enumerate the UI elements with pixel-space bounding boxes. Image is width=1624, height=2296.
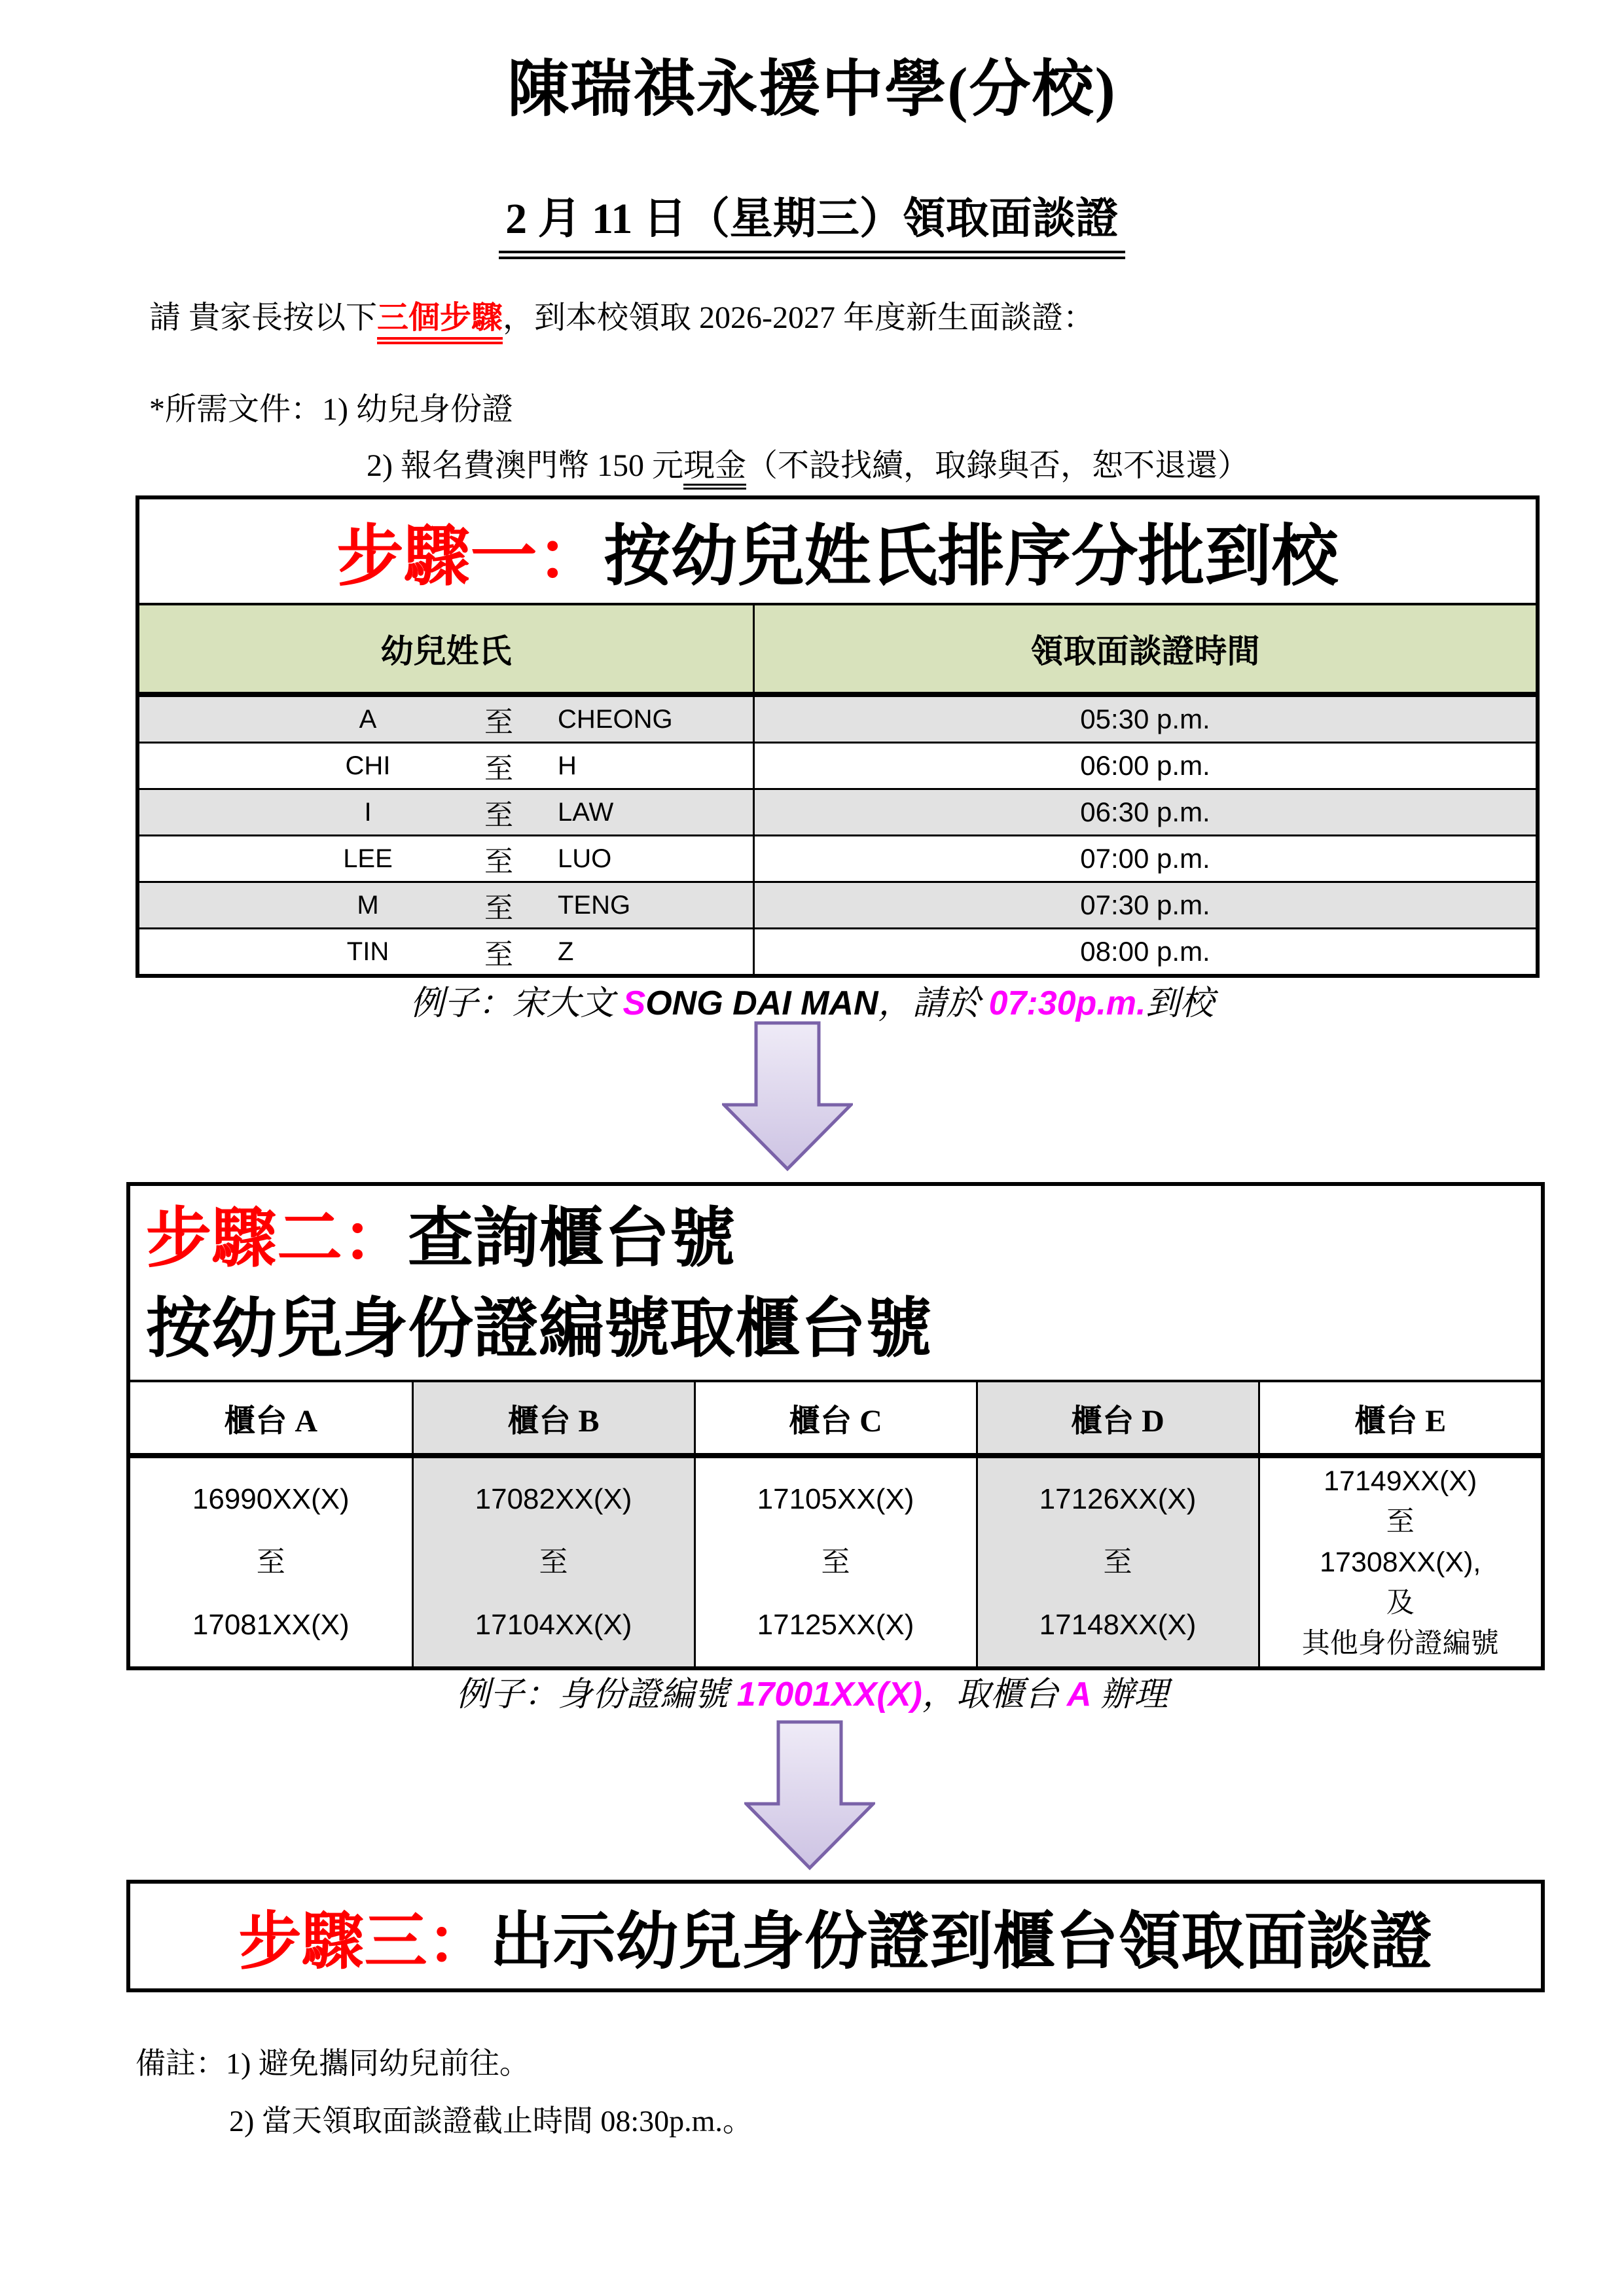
range-from: A <box>359 704 377 734</box>
counter-b-header: 櫃台 B <box>412 1382 695 1456</box>
id-range-line: 17104XX(X) <box>475 1609 632 1641</box>
step1-heading <box>139 499 1536 605</box>
pickup-time: 07:30 p.m. <box>754 882 1536 929</box>
range-separator: 至 <box>484 846 513 878</box>
table-row <box>139 789 1536 836</box>
id-range-line: 17082XX(X) <box>475 1483 632 1515</box>
range-from: TIN <box>346 937 389 966</box>
three-steps-highlight: 三個步驟 <box>377 300 503 344</box>
range-to: TENG <box>558 890 631 920</box>
id-range-line: 17105XX(X) <box>757 1483 914 1515</box>
down-arrow-icon <box>744 1720 875 1871</box>
id-range-line: 17149XX(X) <box>1324 1465 1477 1497</box>
example1-pre: 例子：宋大文 <box>410 985 623 1022</box>
step2-heading-line1 <box>146 1194 1541 1284</box>
example1-name-rest: ONG DAI MAN <box>645 984 878 1022</box>
range-to: LUO <box>558 844 612 873</box>
id-range-line: 至 <box>1103 1546 1132 1578</box>
required-doc-line-2 <box>367 440 1249 485</box>
surname-range <box>140 791 752 833</box>
pickup-time: 07:00 p.m. <box>754 836 1536 882</box>
table-row <box>139 743 1536 789</box>
surname-range <box>140 745 752 787</box>
step2-label: 步驟二： <box>146 1202 408 1275</box>
step1-label: 步驟一： <box>336 520 604 594</box>
id-range-line: 17081XX(X) <box>192 1609 350 1641</box>
range-from: I <box>364 797 372 827</box>
intro-pre: 請 貴家長按以下 <box>149 300 378 335</box>
range-to: Z <box>558 937 574 966</box>
range-from: CHI <box>345 751 391 780</box>
example1-time: 07:30p.m. <box>988 984 1146 1022</box>
id-range-line: 及 <box>1386 1587 1415 1619</box>
id-range-line: 16990XX(X) <box>192 1483 350 1515</box>
range-separator: 至 <box>484 799 513 831</box>
step2-heading-line2: 按幼兒身份證編號取櫃台號 <box>146 1293 931 1365</box>
example1-post: 到校 <box>1146 985 1214 1022</box>
step1-example-line <box>0 975 1624 1024</box>
table-row <box>139 882 1536 929</box>
range-separator: 至 <box>484 706 513 738</box>
example2-post: 辦理 <box>1091 1676 1168 1713</box>
example2-counter: A <box>1066 1676 1092 1713</box>
range-separator: 至 <box>484 939 513 971</box>
step2-box <box>126 1182 1545 1670</box>
id-range-line: 至 <box>821 1546 850 1578</box>
example2-pre: 例子：身份證編號 <box>456 1676 737 1713</box>
example1-name-initial: S <box>623 984 646 1022</box>
example1-mid: ，請於 <box>878 985 989 1022</box>
school-title: 陳瑞祺永援中學(分校) <box>507 56 1117 124</box>
remark-line-1: 備註：1) 避免攜同幼兒前往。 <box>135 2047 530 2080</box>
surname-range <box>140 931 752 973</box>
table-row <box>139 929 1536 975</box>
required-doc-line-1: *所需文件：1) 幼兒身份證 <box>149 392 513 427</box>
col-header-time: 領取面談證時間 <box>754 605 1536 694</box>
range-from: LEE <box>343 844 393 873</box>
surname-range <box>140 698 752 740</box>
subtitle-wrap <box>0 183 1624 259</box>
event-subtitle: 2 月 11 日（星期三）領取面談證 <box>499 183 1125 259</box>
range-to: LAW <box>558 797 614 827</box>
table-row <box>139 694 1536 743</box>
step1-box <box>135 495 1540 978</box>
step3-label: 步驟三： <box>238 1906 490 1977</box>
id-range-line: 至 <box>539 1546 568 1578</box>
doc2-post: （不設找續，取錄與否，恕不退還） <box>746 448 1250 483</box>
id-range-line: 17125XX(X) <box>757 1609 914 1641</box>
counter-table <box>130 1382 1541 1666</box>
id-range-line: 至 <box>1386 1506 1415 1537</box>
intro-post: ，到本校領取 2026-2027 年度新生面談證： <box>503 300 1095 335</box>
surname-range <box>140 884 752 926</box>
intro-paragraph <box>149 292 1094 337</box>
id-range-line: 至 <box>256 1546 285 1578</box>
col-header-surname: 幼兒姓氏 <box>139 605 754 694</box>
example2-id: 17001XX(X) <box>736 1676 922 1713</box>
counter-b-range <box>412 1456 695 1666</box>
counter-e-range <box>1259 1456 1541 1666</box>
pickup-time: 06:00 p.m. <box>754 743 1536 789</box>
step3-title: 出示幼兒身份證到櫃台領取面談證 <box>490 1906 1433 1977</box>
step2-heading <box>130 1186 1541 1382</box>
range-to: CHEONG <box>558 704 673 734</box>
step2-example-line <box>0 1666 1624 1715</box>
down-arrow-icon <box>722 1021 853 1172</box>
remark-line-2: 2) 當天領取面談證截止時間 08:30p.m.。 <box>229 2104 753 2138</box>
cash-underline: 現金 <box>683 448 746 490</box>
range-separator: 至 <box>484 753 513 785</box>
counter-c-range <box>695 1456 977 1666</box>
range-to: H <box>558 751 577 780</box>
pickup-time: 06:30 p.m. <box>754 789 1536 836</box>
step3-box <box>126 1880 1545 1992</box>
counter-d-header: 櫃台 D <box>977 1382 1259 1456</box>
table-header-row <box>139 605 1536 694</box>
id-range-line: 17148XX(X) <box>1039 1609 1197 1641</box>
counter-header-row <box>130 1382 1541 1456</box>
counter-a-range <box>130 1456 412 1666</box>
surname-schedule-table <box>139 605 1536 974</box>
doc2-pre: 2) 報名費澳門幣 150 元 <box>367 448 683 483</box>
pickup-time: 05:30 p.m. <box>754 694 1536 743</box>
step2-title-line1: 查詢櫃台號 <box>408 1202 735 1275</box>
id-range-line: 17308XX(X), <box>1320 1547 1481 1578</box>
counter-c-header: 櫃台 C <box>695 1382 977 1456</box>
step1-title: 按幼兒姓氏排序分批到校 <box>604 520 1339 594</box>
range-from: M <box>357 890 379 920</box>
counter-d-range <box>977 1456 1259 1666</box>
id-range-line: 其他身份證編號 <box>1301 1628 1499 1659</box>
counter-a-header: 櫃台 A <box>130 1382 412 1456</box>
example2-mid: ，取櫃台 <box>922 1676 1067 1713</box>
pickup-time: 08:00 p.m. <box>754 929 1536 975</box>
id-range-line: 17126XX(X) <box>1039 1483 1197 1515</box>
table-row <box>139 836 1536 882</box>
surname-range <box>140 838 752 880</box>
range-separator: 至 <box>484 892 513 924</box>
counter-e-header: 櫃台 E <box>1259 1382 1541 1456</box>
counter-body-row <box>130 1456 1541 1666</box>
